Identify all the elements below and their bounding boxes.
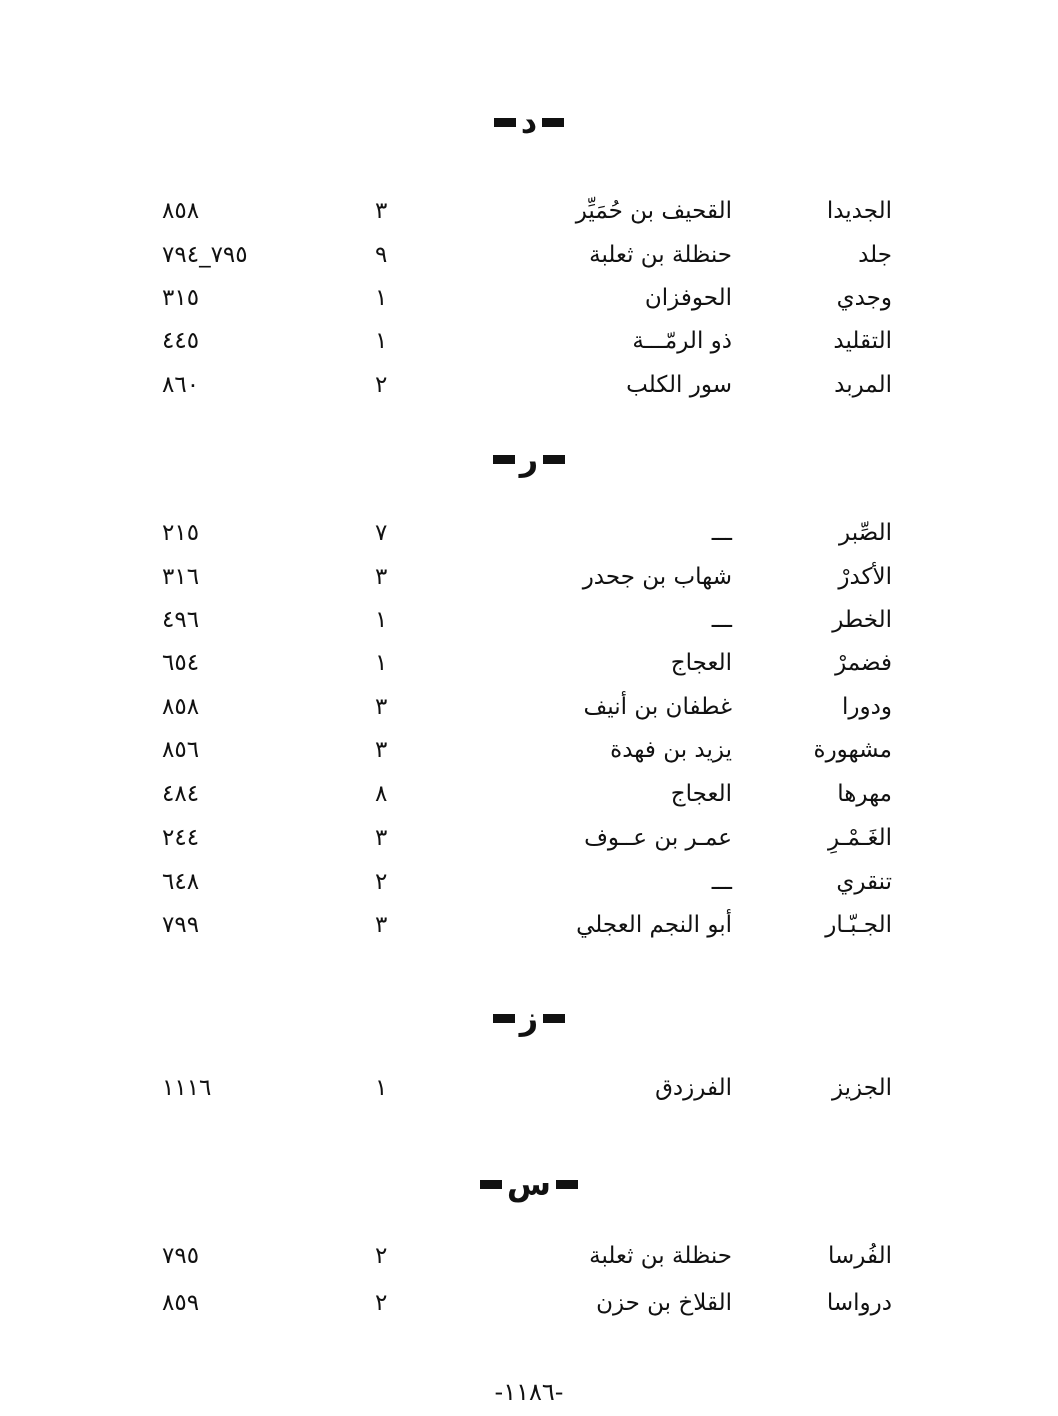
index-row — [0, 818, 1058, 858]
page-ref: ٣١٦ — [162, 564, 200, 590]
place-name: الجـبّـار — [825, 912, 892, 938]
poet-name: حنظلة بن ثعلبة — [589, 1243, 732, 1269]
page-number: -١١٨٦- — [494, 1378, 564, 1406]
verse-count: ٧ — [375, 520, 388, 546]
place-name: درواسا — [826, 1290, 892, 1316]
page-ref: ٦٤٨ — [162, 869, 200, 895]
section-heading-zay — [0, 996, 1058, 1040]
page-ref: ١١١٦ — [162, 1075, 212, 1101]
place-name: الجزيز — [831, 1075, 892, 1101]
verse-count: ٢ — [375, 1243, 388, 1269]
place-name: ودورا — [842, 694, 892, 720]
heading-bar-left — [493, 1014, 515, 1023]
place-name: مشهورة — [813, 737, 892, 763]
poet-name: سور الكلب — [626, 372, 732, 398]
heading-bar-left — [480, 1180, 502, 1189]
section-heading-sin — [0, 1162, 1058, 1206]
place-name: فضمرْ — [835, 650, 892, 676]
heading-bar-right — [542, 118, 564, 127]
page-ref: ٦٥٤ — [162, 650, 200, 676]
verse-count: ٩ — [375, 242, 388, 268]
poet-name: أبو النجم العجلي — [576, 912, 732, 938]
page-ref: ٨٥٦ — [162, 737, 200, 763]
poet-name: ـــ — [711, 607, 732, 633]
poet-name: يزيد بن فهدة — [610, 737, 732, 763]
index-row — [0, 643, 1058, 683]
place-name: جلد — [858, 242, 892, 268]
poet-name: الفرزدق — [655, 1075, 732, 1101]
verse-count: ١ — [375, 650, 388, 676]
place-name: التقليد — [833, 328, 892, 354]
place-name: تنقري — [836, 869, 892, 895]
section-letter: ر — [519, 440, 539, 478]
verse-count: ٣ — [375, 198, 388, 224]
poet-name: القحيف بن حُمَيِّر — [575, 198, 732, 224]
poet-name: عمـر بن عــوف — [584, 825, 732, 851]
page-ref: ٧٩٥_٧٩٤ — [162, 242, 248, 268]
heading-bar-right — [556, 1180, 578, 1189]
place-name: الخطر — [832, 607, 892, 633]
heading-bar-right — [543, 1014, 565, 1023]
page-ref: ٨٦٠ — [162, 372, 200, 398]
section-heading-dal — [0, 100, 1058, 144]
place-name: المربد — [834, 372, 892, 398]
verse-count: ٣ — [375, 564, 388, 590]
place-name: وجدي — [836, 285, 892, 311]
verse-count: ١ — [375, 285, 388, 311]
poet-name: شهاب بن جحدر — [582, 564, 732, 590]
poet-name: ذو الرمّـــة — [632, 328, 732, 354]
page-ref: ٤٨٤ — [162, 781, 200, 807]
place-name: الغَـمْـرِ — [828, 825, 892, 851]
poet-name: العجاج — [670, 650, 732, 676]
place-name: الأكدرْ — [838, 564, 892, 590]
verse-count: ٢ — [375, 869, 388, 895]
page-ref: ٧٩٩ — [162, 912, 200, 938]
page-ref: ٨٥٨ — [162, 198, 200, 224]
index-row — [0, 235, 1058, 275]
page-ref: ٨٥٩ — [162, 1290, 200, 1316]
index-row — [0, 774, 1058, 814]
page-ref: ٢٤٤ — [162, 825, 200, 851]
verse-count: ٣ — [375, 912, 388, 938]
index-row — [0, 557, 1058, 597]
section-letter: ز — [519, 999, 539, 1037]
place-name: مهرها — [837, 781, 892, 807]
index-row — [0, 730, 1058, 770]
page-ref: ٣١٥ — [162, 285, 200, 311]
section-letter: د — [520, 103, 538, 141]
page-ref: ٤٩٦ — [162, 607, 200, 633]
poet-name: الحوفزان — [644, 285, 732, 311]
poet-name: حنظلة بن ثعلبة — [589, 242, 732, 268]
page-ref: ٨٥٨ — [162, 694, 200, 720]
index-row — [0, 321, 1058, 361]
place-name: الجديدا — [826, 198, 892, 224]
index-row — [0, 905, 1058, 945]
page-ref: ٤٤٥ — [162, 328, 200, 354]
verse-count: ٣ — [375, 737, 388, 763]
verse-count: ٢ — [375, 1290, 388, 1316]
verse-count: ٣ — [375, 825, 388, 851]
heading-bar-left — [493, 455, 515, 464]
index-row — [0, 600, 1058, 640]
index-row — [0, 1283, 1058, 1323]
poet-name: العجاج — [670, 781, 732, 807]
index-row — [0, 862, 1058, 902]
poet-name: القلاخ بن حزن — [596, 1290, 732, 1316]
page-ref: ٢١٥ — [162, 520, 200, 546]
poet-name: ـــ — [711, 520, 732, 546]
poet-name: غطفان بن أنيف — [583, 694, 732, 720]
verse-count: ١ — [375, 1075, 388, 1101]
index-row — [0, 278, 1058, 318]
heading-bar-right — [543, 455, 565, 464]
index-row — [0, 513, 1058, 553]
place-name: الفُرسا — [827, 1243, 892, 1269]
index-row — [0, 191, 1058, 231]
page-ref: ٧٩٥ — [162, 1243, 200, 1269]
poet-name: ـــ — [711, 869, 732, 895]
heading-bar-left — [494, 118, 516, 127]
index-row — [0, 365, 1058, 405]
verse-count: ٢ — [375, 372, 388, 398]
index-row — [0, 1068, 1058, 1108]
verse-count: ٨ — [375, 781, 388, 807]
section-heading-ra — [0, 437, 1058, 481]
verse-count: ١ — [375, 607, 388, 633]
index-row — [0, 1236, 1058, 1276]
section-letter: س — [506, 1165, 552, 1203]
verse-count: ١ — [375, 328, 388, 354]
verse-count: ٣ — [375, 694, 388, 720]
place-name: الصِّبر — [839, 520, 892, 546]
index-row — [0, 687, 1058, 727]
